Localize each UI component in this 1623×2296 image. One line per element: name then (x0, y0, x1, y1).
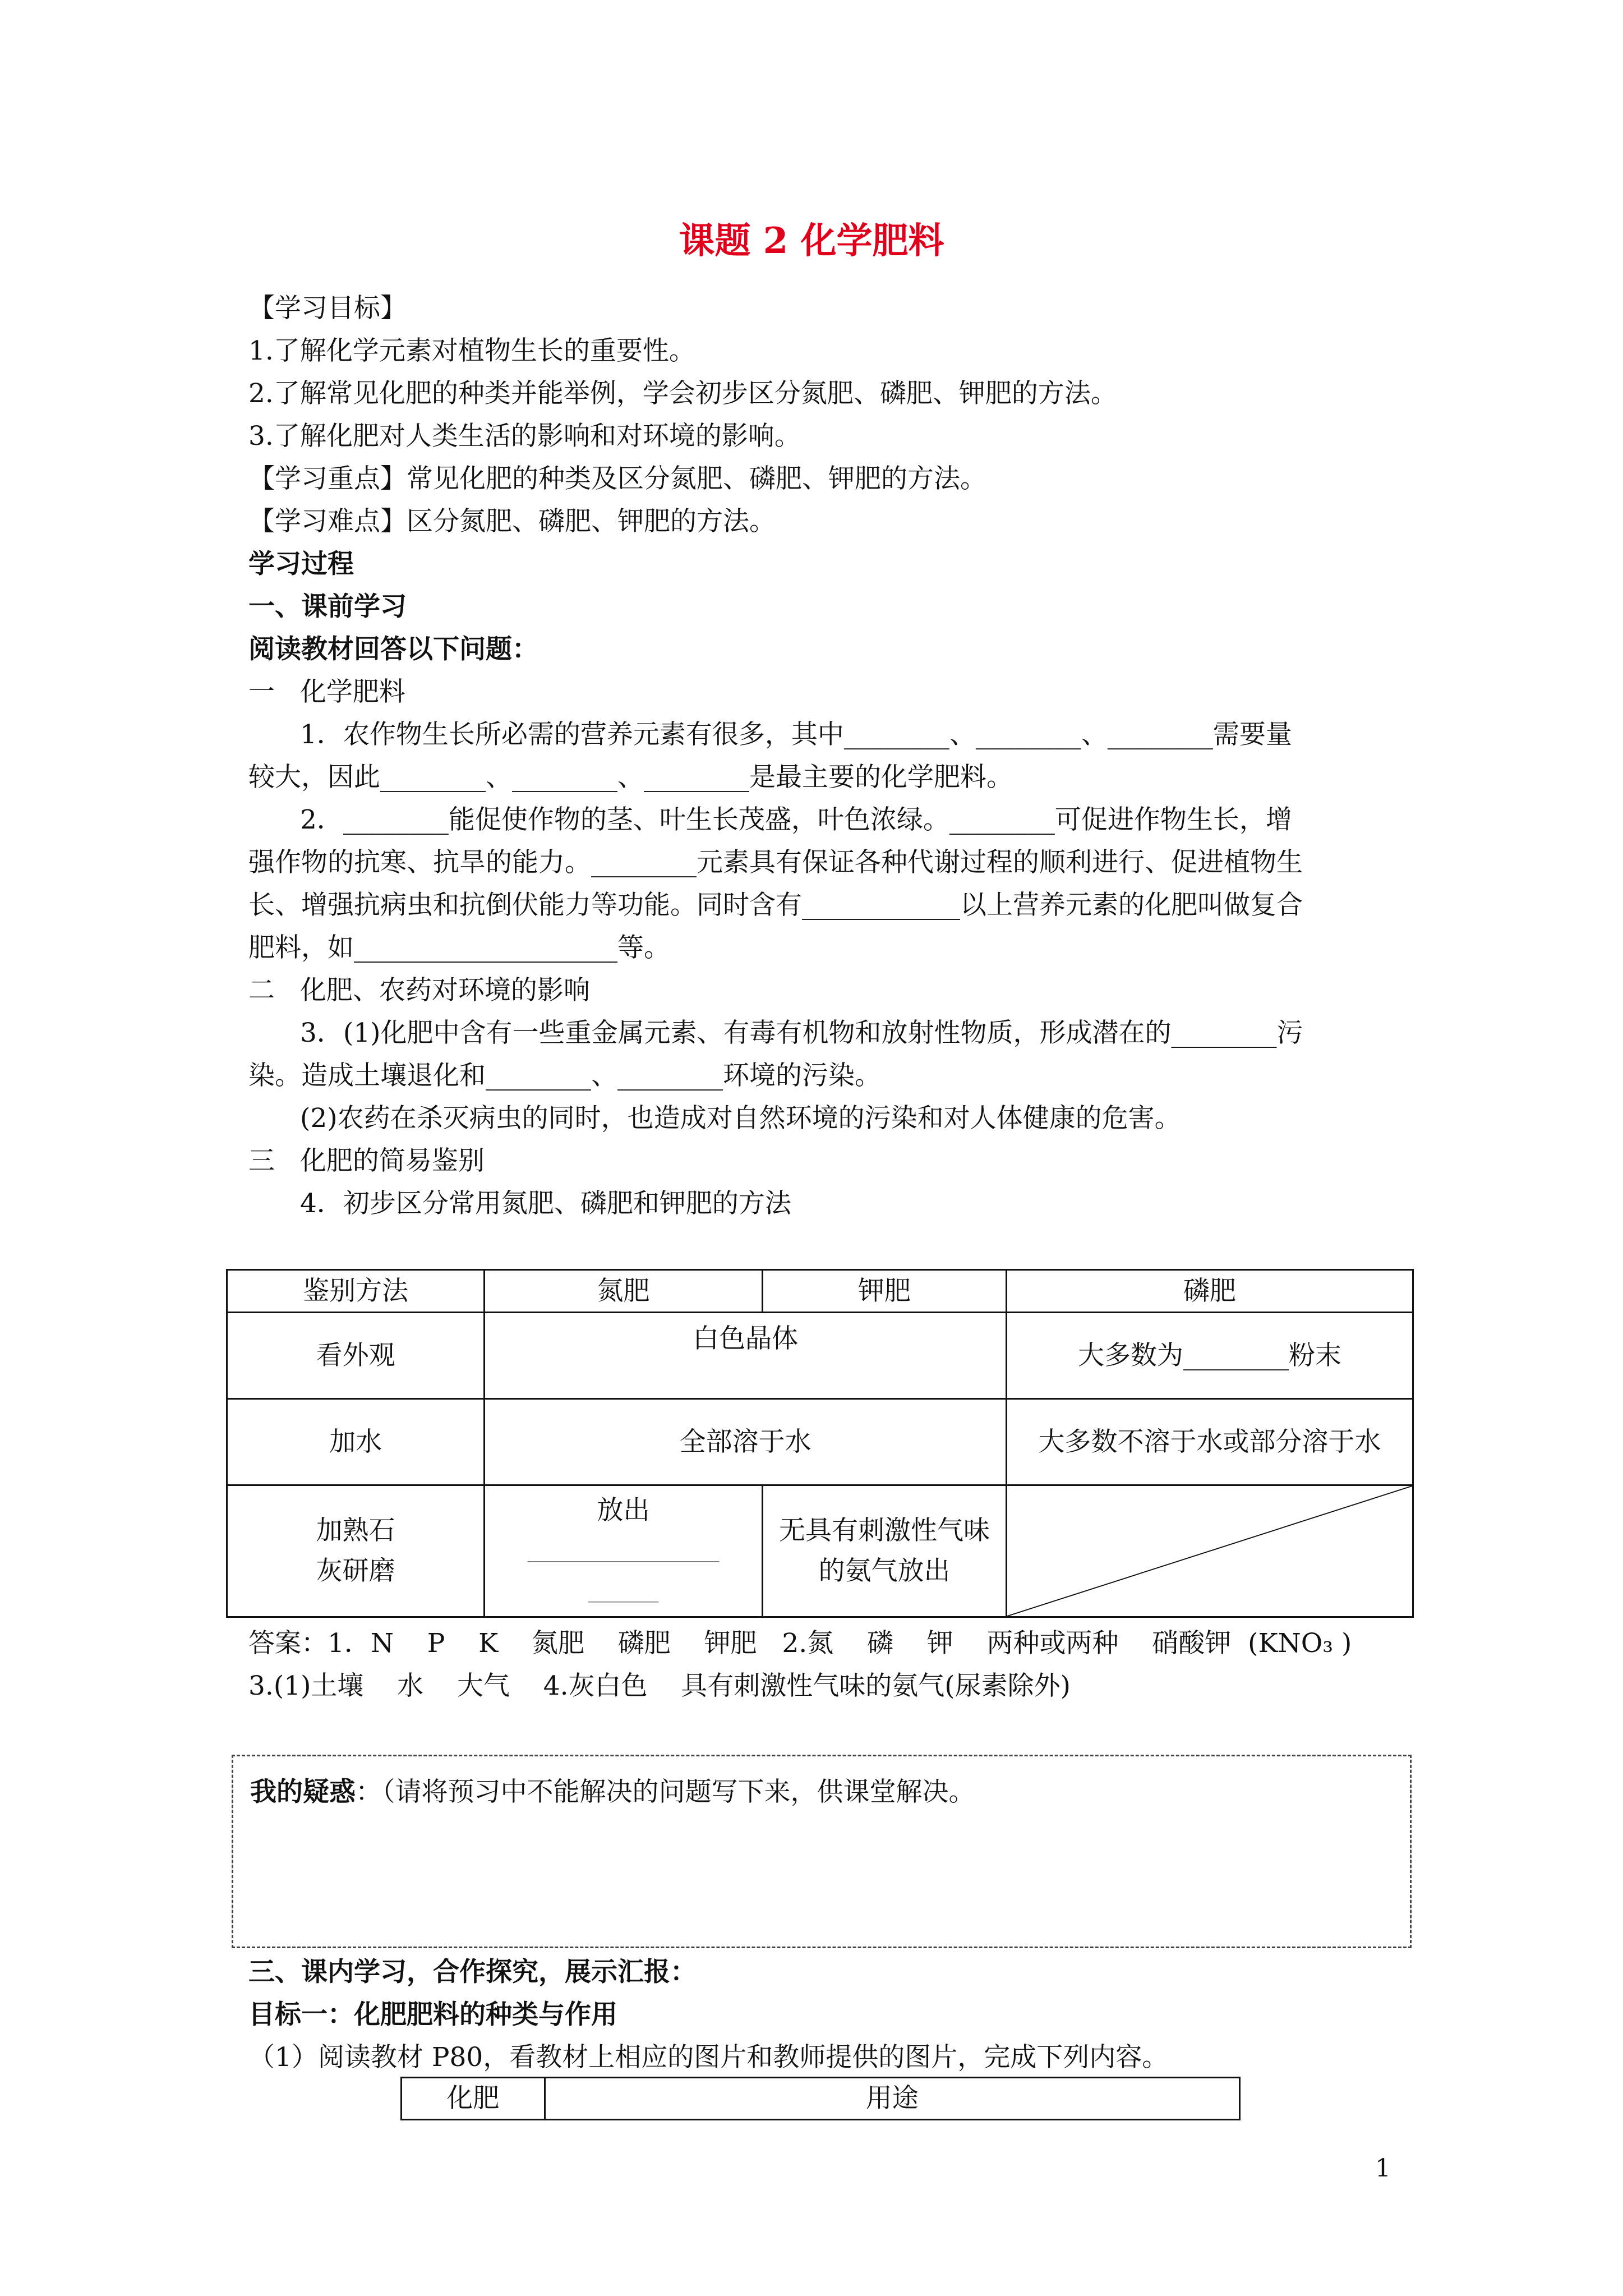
objectives-heading: 【学习目标】 (248, 293, 407, 324)
table-header: 氮肥 (485, 1270, 763, 1313)
goal-heading: 目标一：化肥肥料的种类与作用 (248, 1999, 617, 2030)
question-line: 较大，因此________、________、________是最主要的化学肥料。 (248, 762, 1013, 793)
table-header: 用途 (545, 2078, 1239, 2120)
section-heading: 三、课内学习，合作探究，展示汇报： (248, 1957, 697, 1987)
answer-line: 答案：1．N P K 氮肥 磷肥 钾肥 2.氮 磷 钾 两种或两种 硝酸钾 (KNO₃ ) (248, 1628, 1352, 1659)
question-line: 1．农作物生长所必需的营养元素有很多，其中________、________、________需要量 (300, 719, 1292, 750)
question-line: 染。造成土壤退化和________、________环境的污染。 (248, 1060, 881, 1091)
difficulty: 【学习难点】区分氮肥、磷肥、钾肥的方法。 (248, 506, 776, 537)
question-line: 肥料，如____________________等。 (248, 932, 670, 963)
page-title: 课题 2 化学肥料 (679, 220, 944, 262)
table-cell-line: 放出 (597, 1495, 650, 1526)
table-header: 钾肥 (762, 1270, 1006, 1313)
part-heading: 三 化肥的简易鉴别 (248, 1145, 485, 1176)
read-prompt: 阅读教材回答以下问题： (248, 634, 538, 665)
doubt-instruction: ：（请将预习中不能解决的问题写下来，供课堂解决。 (356, 1777, 975, 1807)
doubt-text (250, 1772, 975, 1812)
table-cell-line: 加熟石 (316, 1515, 395, 1546)
table-cell-line: 灰研磨 (316, 1556, 395, 1586)
table-cell: 全部溶于水 (485, 1399, 1007, 1485)
goal-item: （1）阅读教材 P80，看教材上相应的图片和教师提供的图片，完成下列内容。 (248, 2042, 1169, 2073)
answer-line: 3.(1)土壤 水 大气 4.灰白色 具有刺激性气味的氨气(尿素除外) (248, 1671, 1071, 1701)
part-heading: 二 化肥、农药对环境的影响 (248, 975, 590, 1006)
objective-item: 1.了解化学元素对植物生长的重要性。 (248, 335, 695, 366)
table-header: 化肥 (402, 2078, 545, 2120)
table-cell: 加水 (227, 1399, 485, 1485)
question-line: (2)农药在杀灭病虫的同时，也造成对自然环境的污染和对人体健康的危害。 (300, 1103, 1181, 1134)
section-heading: 一、课前学习 (248, 591, 407, 622)
table-cell: 大多数不溶于水或部分溶于水 (1007, 1399, 1413, 1485)
question-line: 4．初步区分常用氮肥、磷肥和钾肥的方法 (300, 1188, 791, 1219)
objective-item: 3.了解化肥对人类生活的影响和对环境的影响。 (248, 421, 801, 452)
page-number: 1 (1375, 2154, 1391, 2183)
part-heading: 一 化学肥料 (248, 677, 405, 707)
key-point: 【学习重点】常见化肥的种类及区分氮肥、磷肥、钾肥的方法。 (248, 463, 986, 494)
table-cell: 看外观 (227, 1313, 485, 1399)
table-cell-line: _______ (588, 1580, 659, 1603)
doubt-box[interactable] (232, 1755, 1412, 1948)
objective-item: 2.了解常见化肥的种类并能举例，学会初步区分氮肥、磷肥、钾肥的方法。 (248, 378, 1117, 409)
table-cell: 大多数为________粉末 (1007, 1313, 1413, 1399)
doubt-label: 我的疑惑 (250, 1777, 356, 1807)
question-line: 3．(1)化肥中含有一些重金属元素、有毒有机物和放射性物质，形成潜在的________污 (300, 1018, 1303, 1048)
table-cell: 白色晶体 (485, 1313, 1007, 1399)
question-line: 强作物的抗寒、抗旱的能力。________元素具有保证各种代谢过程的顺利进行、促进植物生 (248, 847, 1303, 878)
table-cell (227, 1485, 485, 1617)
process-heading: 学习过程 (248, 549, 354, 579)
question-line: 2．________能促使作物的茎、叶生长茂盛，叶色浓绿。________可促进作物生长，增 (300, 804, 1292, 835)
table-cell-line: ___________________ (527, 1539, 720, 1562)
table-cell (485, 1485, 763, 1617)
table-header: 鉴别方法 (227, 1270, 485, 1313)
table-cell: 无具有刺激性气味的氨气放出 (762, 1485, 1006, 1617)
table-header: 磷肥 (1007, 1270, 1413, 1313)
diagonal-line (1007, 1486, 1412, 1616)
table-cell-diagonal (1007, 1485, 1413, 1617)
question-line: 长、增强抗病虫和抗倒伏能力等功能。同时含有____________以上营养元素的化肥叫做复合 (248, 890, 1303, 921)
fertilizer-use-table (400, 2077, 1241, 2120)
identification-table (226, 1269, 1414, 1618)
